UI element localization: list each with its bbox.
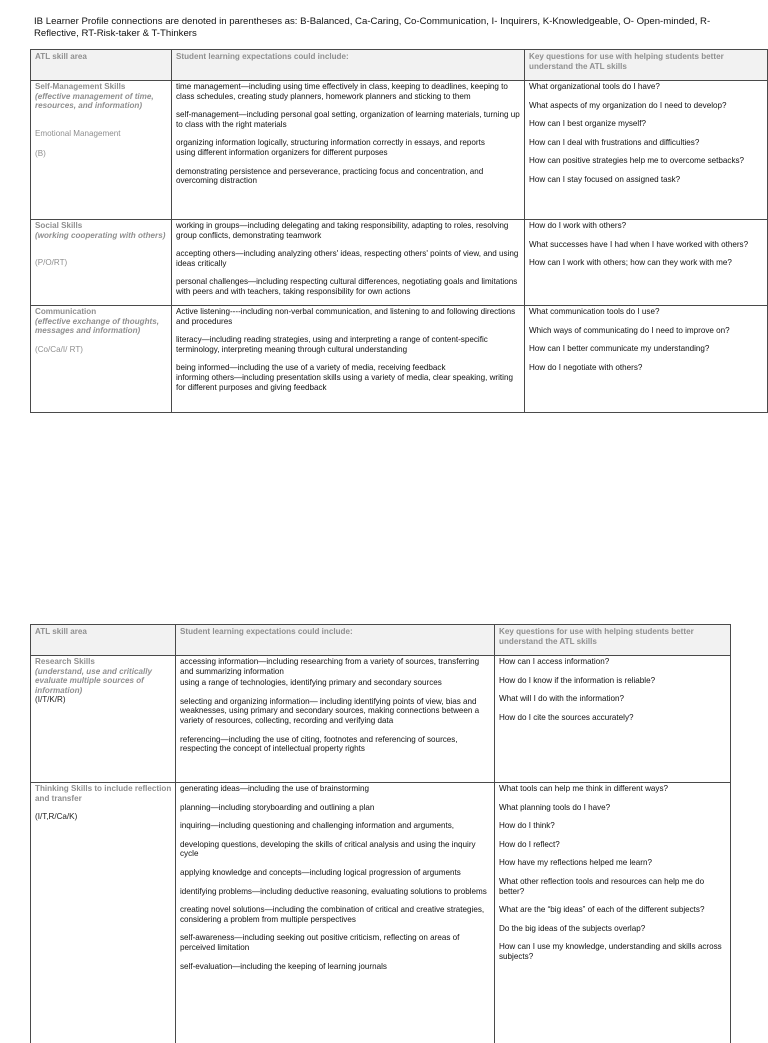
skill-area-title: Social Skills	[35, 221, 83, 230]
header-student-expectations: Student learning expectations could include:	[176, 625, 495, 656]
expectations-cell	[172, 306, 525, 413]
learner-profile-code: (I/T/K/R)	[35, 695, 66, 705]
list-item: working in groups—including delegating and taking responsibility, adapting to roles, resolving group conflicts, demonstrating teamwork	[176, 221, 509, 240]
list-item: selecting and organizing information— including identifying points of view, bias and weaknesses, using primary and secondary sources, making connections between a variety of resources, collecting, recording and verifying data	[180, 696, 480, 725]
list-item: developing questions, developing the skills of critical analysis and using the inquiry cycle	[180, 839, 476, 859]
list-item: How do I reflect?	[499, 839, 560, 849]
list-item: accessing information—including researching from a variety of sources, transferring and summarizing information	[180, 657, 480, 676]
table-row	[31, 306, 768, 413]
expectations-cell	[176, 783, 495, 1043]
list-item: generating ideas—including the use of brainstorming	[180, 784, 369, 793]
skill-area-cell	[31, 81, 172, 220]
list-item: How do I negotiate with others?	[529, 362, 643, 372]
list-item: self-management—including personal goal setting, organization of learning materials, turning up to class with the right materials	[176, 110, 520, 129]
list-item: accepting others—including analyzing others' ideas, respecting others' points of view, and using ideas critically	[176, 249, 519, 268]
questions-cell	[525, 306, 768, 413]
list-item: What organizational tools do I have?	[529, 82, 660, 91]
skill-area-title: Thinking Skills to include reflection and transfer	[35, 784, 172, 803]
list-item: personal challenges—including respecting cultural differences, negotiating goals and limitations with peers and with teachers, taking responsibility for own actions	[176, 277, 518, 296]
list-item: organizing information logically, structuring information correctly in essays, and reports	[176, 138, 485, 148]
table-row	[31, 81, 768, 220]
table-header-row	[31, 50, 768, 81]
learner-profile-code: (B)	[35, 149, 46, 159]
questions-cell	[495, 783, 731, 1043]
list-item: Do the big ideas of the subjects overlap?	[499, 923, 646, 933]
list-item: What tools can help me think in different ways?	[499, 784, 669, 793]
list-item: informing others—including presentation skills using a variety of media, clear speaking, writing for different purposes and giving feedback	[176, 372, 513, 392]
list-item: How can I best organize myself?	[529, 119, 646, 129]
list-item: demonstrating persistence and perseverance, practicing focus and concentration, and overcoming distraction	[176, 166, 484, 186]
list-item: time management—including using time effectively in class, keeping to deadlines, keeping to class schedules, creating study planners, homework planners and sticking to them	[176, 82, 508, 101]
list-item: What other reflection tools and resources can help me do better?	[499, 876, 705, 896]
table-row	[31, 783, 731, 1043]
list-item: planning—including storyboarding and outlining a plan	[180, 802, 375, 812]
skill-area-title: Self-Management Skills	[35, 82, 126, 91]
atl-table-2	[30, 624, 731, 1043]
header-student-expectations: Student learning expectations could include:	[172, 50, 525, 81]
skill-area-cell	[31, 656, 176, 783]
list-item: How can I use my knowledge, understanding and skills across subjects?	[499, 942, 722, 961]
list-item: How do I work with others?	[529, 221, 627, 230]
list-item: How can I deal with frustrations and difficulties?	[529, 137, 700, 147]
list-item: using different information organizers for different purposes	[176, 147, 388, 157]
questions-cell	[525, 81, 768, 220]
skill-area-subtitle: (effective exchange of thoughts, messages and information)	[35, 316, 159, 336]
list-item: Active listening----including non-verbal communication, and listening to and following directions and procedures	[176, 307, 516, 326]
list-item: applying knowledge and concepts—including logical progression of arguments	[180, 867, 461, 877]
expectations-cell	[172, 81, 525, 220]
expectations-cell	[172, 220, 525, 306]
list-item: What will I do with the information?	[499, 694, 625, 704]
list-item: How can I work with others; how can they work with me?	[529, 258, 732, 268]
list-item: How can I better communicate my understanding?	[529, 344, 710, 354]
skill-area-subtitle: (effective management of time, resources, and information)	[35, 91, 154, 111]
list-item: What planning tools do I have?	[499, 802, 611, 812]
learner-profile-code: (I/T,R/Ca/K)	[35, 812, 78, 822]
list-item: How can I stay focused on assigned task?	[529, 174, 681, 184]
list-item: Which ways of communicating do I need to improve on?	[529, 325, 730, 335]
list-item: inquiring—including questioning and challenging information and arguments,	[180, 821, 455, 831]
table-row	[31, 656, 731, 783]
list-item: How can I access information?	[499, 657, 610, 666]
list-item: self-awareness—including seeking out positive criticism, reflecting on areas of perceived limitation	[180, 933, 460, 952]
questions-cell	[525, 220, 768, 306]
skill-area-subtitle: (working cooperating with others)	[35, 230, 166, 240]
skill-area-extra: Emotional Management	[35, 128, 121, 138]
table-header-row	[31, 625, 731, 656]
list-item: identifying problems—including deductive reasoning, evaluating solutions to problems	[180, 886, 487, 896]
list-item: using a range of technologies, identifying primary and secondary sources	[180, 678, 442, 688]
skill-area-cell	[31, 783, 176, 1043]
questions-cell	[495, 656, 731, 783]
skill-area-title: Research Skills	[35, 657, 95, 666]
learner-profile-code: (P/O/RT)	[35, 258, 68, 268]
header-atl-skill-area: ATL skill area	[31, 50, 172, 81]
list-item: What are the “big ideas” of each of the different subjects?	[499, 905, 705, 915]
header-atl-skill-area: ATL skill area	[31, 625, 176, 656]
atl-table-1	[30, 49, 768, 413]
list-item: creating novel solutions—including the combination of critical and creative strategies, considering a problem from multiple perspectives	[180, 905, 485, 924]
list-item: self-evaluation—including the keeping of learning journals	[180, 961, 387, 971]
list-item: What successes have I had when I have worked with others?	[529, 239, 749, 249]
list-item: How have my reflections helped me learn?	[499, 858, 652, 868]
skill-area-cell	[31, 220, 172, 306]
list-item: being informed—including the use of a variety of media, receiving feedback	[176, 363, 446, 373]
skill-area-title: Communication	[35, 307, 97, 316]
list-item: What communication tools do I use?	[529, 307, 660, 316]
table-row	[31, 220, 768, 306]
expectations-cell	[176, 656, 495, 783]
list-item: What aspects of my organization do I need to develop?	[529, 100, 727, 110]
skill-area-subtitle: (understand, use and critically evaluate multiple sources of information)	[35, 666, 152, 695]
skill-area-cell	[31, 306, 172, 413]
list-item: How do I think?	[499, 821, 555, 831]
header-key-questions: Key questions for use with helping students better understand the ATL skills	[525, 50, 768, 81]
learner-profile-code: (Co/Ca/I/ RT)	[35, 344, 83, 354]
list-item: How do I cite the sources accurately?	[499, 712, 634, 722]
list-item: referencing—including the use of citing, footnotes and referencing of sources, respecting the concept of intellectual property rights	[180, 734, 458, 754]
list-item: How can positive strategies help me to overcome setbacks?	[529, 156, 745, 166]
header-key-questions: Key questions for use with helping students better understand the ATL skills	[495, 625, 731, 656]
list-item: literacy—including reading strategies, using and interpreting a range of content-specific terminology, interpreting meaning through cultural understanding	[176, 335, 488, 354]
learner-profile-legend: IB Learner Profile connections are denoted in parentheses as: B-Balanced, Ca-Caring, Co-Communication, I- Inquirers, K-Knowledgeable, O- Open-minded, R- Reflective, RT-Risk-taker & T-Thinkers	[34, 16, 711, 39]
list-item: How do I know if the information is reliable?	[499, 675, 656, 685]
